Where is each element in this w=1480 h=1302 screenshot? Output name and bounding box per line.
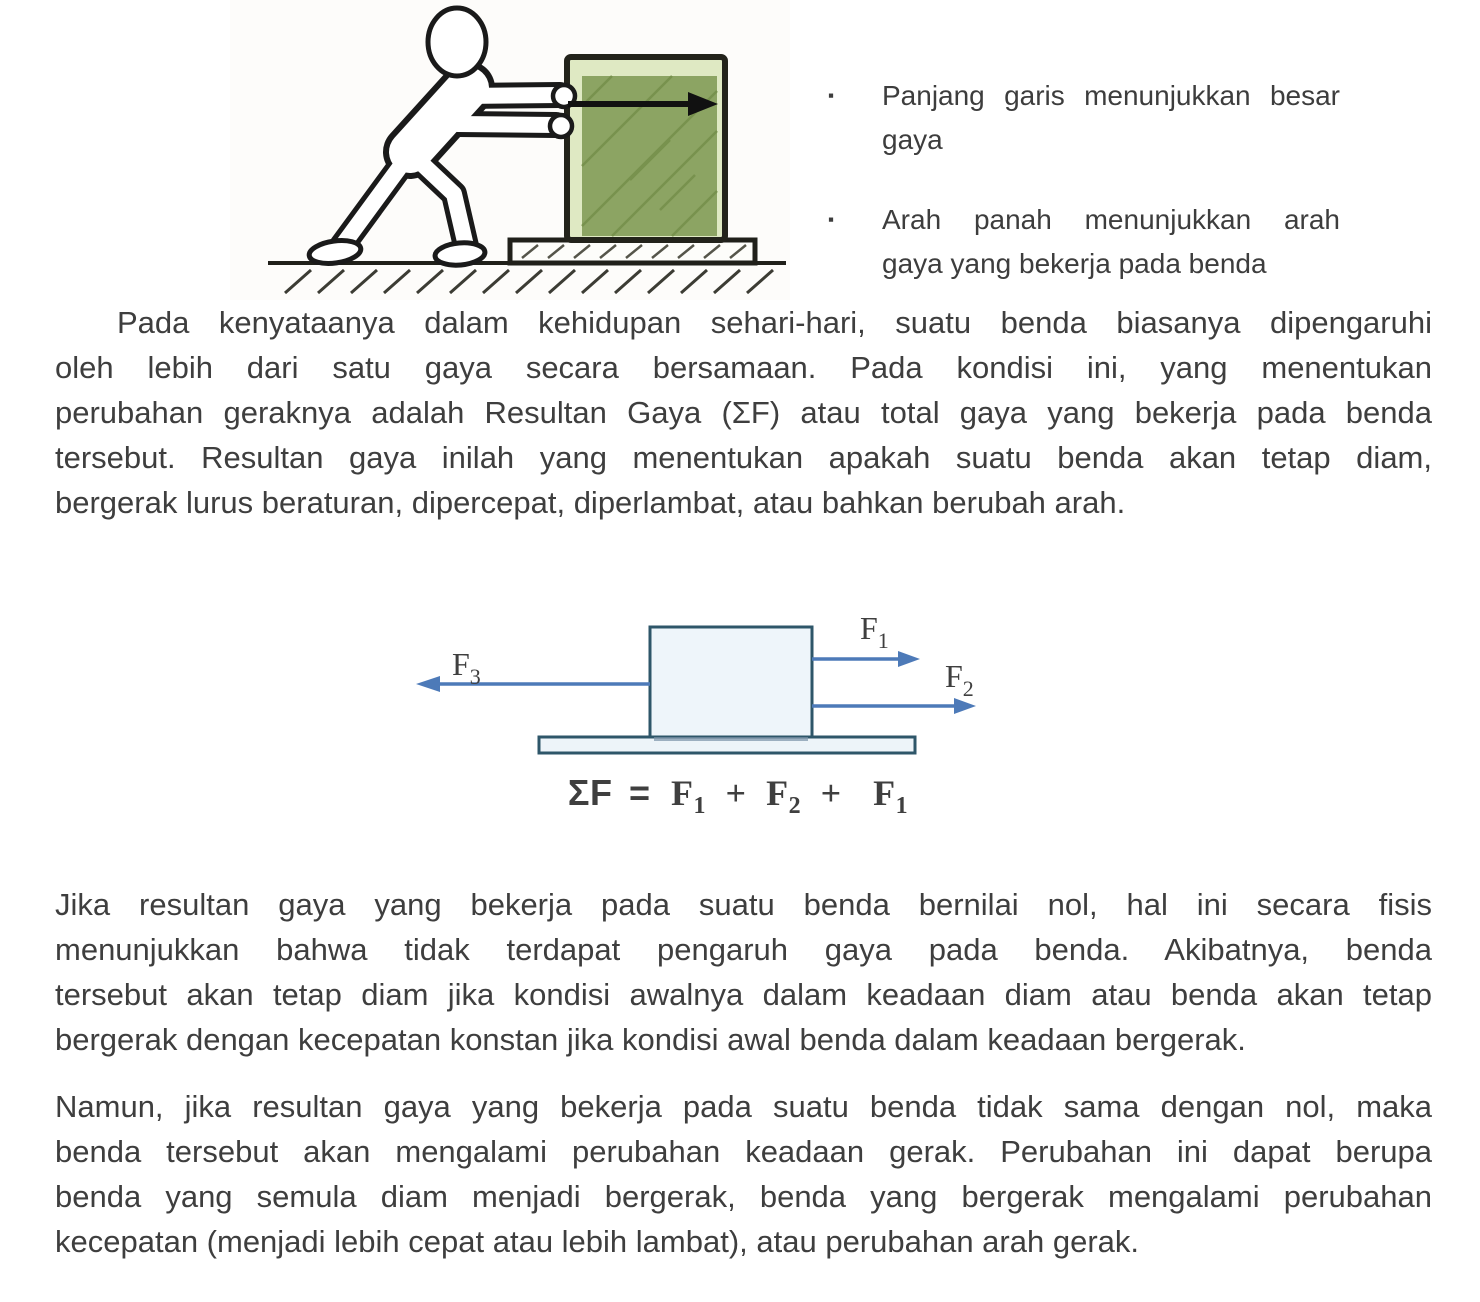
diagram-block — [650, 627, 812, 737]
paragraph-resultan-tidak-nol: Namun, jika resultan gaya yang bekerja pada suatu benda tidak sama dengan nol, maka benda tersebut akan mengalami perubahan keadaan gerak. Perubahan ini dapat berupa benda yang semula diam menjadi bergerak, benda yang bergerak mengalami perubahan kecepatan (menjadi lebih cepat atau lebih lambat), atau perubahan arah gerak. — [55, 1089, 1432, 1259]
bullet-text: Arah panah menunjukkan arah gaya yang bekerja pada benda — [882, 204, 1340, 279]
force-diagram — [400, 593, 1020, 773]
plus-sign: + — [725, 773, 747, 813]
head — [428, 8, 486, 76]
square-bullet-icon: ▪ — [828, 86, 835, 105]
platform — [510, 240, 755, 263]
formula-term-2: $F_2$ — [766, 773, 802, 820]
sigma-f: ΣF — [567, 772, 613, 813]
paragraph-resultan-gaya: Pada kenyataanya dalam kehidupan sehari-hari, suatu benda biasanya dipengaruhi oleh lebih dari satu gaya secara bersamaan. Pada kondisi ini, yang menentukan perubahan geraknya adalah Resultan Gaya (ΣF) atau total gaya yang bekerja pada benda tersebut. Resultan gaya inilah yang menentukan apakah suatu benda akan tetap diam, bergerak lurus beraturan, dipercepat, diperlambat, atau bahkan berubah arah. — [55, 305, 1432, 520]
bullet-text: Panjang garis menunjukkan besar gaya — [882, 80, 1340, 155]
green-crate — [567, 57, 725, 240]
bullet-item-length — [828, 74, 1340, 162]
lower-hand — [550, 115, 572, 137]
f2-arrow — [812, 698, 976, 714]
pushing-crate-illustration — [230, 0, 790, 300]
f1-label: $F_1$ — [860, 610, 889, 653]
f1-arrow — [812, 651, 920, 667]
square-bullet-icon: ▪ — [828, 210, 835, 229]
f2-label: $F_2$ — [945, 658, 974, 701]
formula-term-1: $F_1$ — [671, 773, 707, 820]
f3-label: $F_3$ — [452, 646, 481, 689]
paragraph-resultan-nol: Jika resultan gaya yang bekerja pada suatu benda bernilai nol, hal ini secara fisis menunjukkan bahwa tidak terdapat pengaruh gaya pada benda. Akibatnya, benda tersebut akan tetap diam jika kondisi awalnya dalam keadaan diam atau benda akan tetap bergerak dengan kecepatan konstan jika kondisi awal benda dalam keadaan bergerak. — [55, 887, 1432, 1057]
bullet-item-direction — [828, 198, 1340, 286]
equals-sign: = — [628, 772, 651, 813]
bullet-notes — [828, 74, 1340, 322]
resultant-force-formula — [430, 772, 1050, 820]
formula-term-3: $F_1$ — [873, 773, 909, 820]
plus-sign: + — [820, 773, 842, 813]
